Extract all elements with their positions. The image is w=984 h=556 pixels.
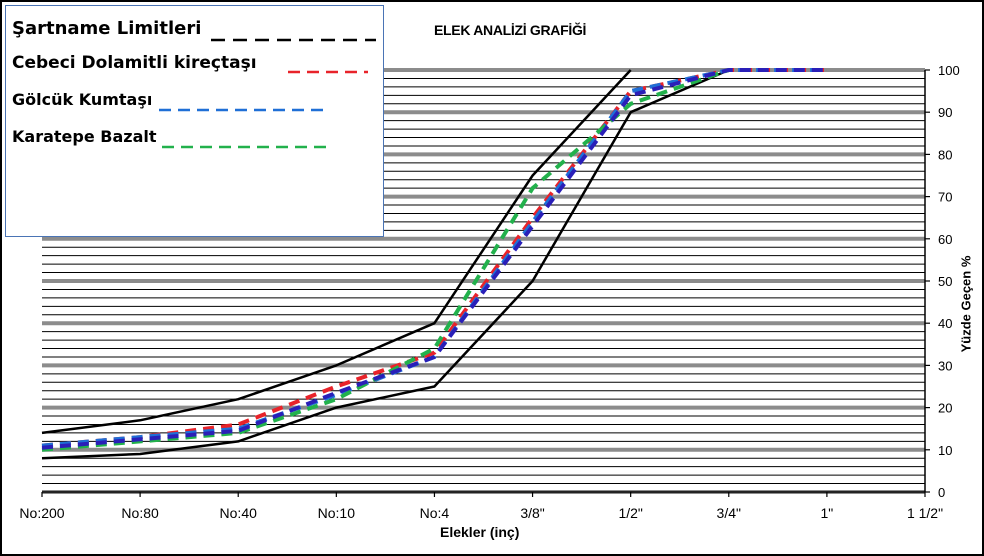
legend-swatch-red	[288, 64, 378, 78]
x-tick-label: No:80	[121, 505, 159, 521]
legend-label-golcuk: Gölcük Kumtaşı	[12, 90, 153, 109]
chart-title: ELEK ANALİZİ GRAFİĞİ	[434, 22, 587, 38]
x-tick-label: 3/4"	[716, 505, 741, 521]
legend-label-cebeci: Cebeci Dolamitli kireçtaşı	[12, 53, 257, 73]
x-axis-label: Elekler (inç)	[440, 524, 520, 540]
x-tick-label: 1/2"	[618, 505, 643, 521]
x-tick-label: No:200	[19, 505, 65, 521]
y-tick-label: 20	[938, 400, 953, 416]
x-tick-label: No:10	[317, 505, 356, 521]
y-tick-label: 0	[938, 485, 946, 500]
y-tick-label: 30	[938, 358, 953, 374]
legend-swatch-blue	[159, 102, 329, 116]
y-tick-label: 10	[938, 442, 953, 458]
y-tick-label: 60	[938, 231, 953, 247]
y-tick-label: 70	[938, 189, 953, 205]
x-tick-label: No:40	[219, 505, 257, 521]
legend	[5, 5, 384, 237]
legend-swatch-green	[162, 139, 332, 153]
y-axis-label: Yüzde Geçen %	[958, 255, 974, 353]
legend-label-karatepe: Karatepe Bazalt	[12, 127, 157, 146]
y-tick-label: 90	[938, 105, 953, 121]
x-tick-label: 1 1/2"	[906, 505, 944, 521]
legend-swatch-black	[211, 30, 381, 44]
x-tick-label: 1"	[820, 505, 834, 521]
x-tick-label: 3/8"	[520, 505, 545, 521]
y-tick-label: 100	[938, 63, 960, 78]
y-tick-label: 50	[938, 274, 953, 289]
x-tick-label: No:4	[419, 505, 450, 521]
y-tick-label: 40	[938, 316, 953, 332]
y-tick-label: 80	[938, 147, 953, 163]
legend-label-spec-limits: Şartname Limitleri	[12, 18, 202, 39]
